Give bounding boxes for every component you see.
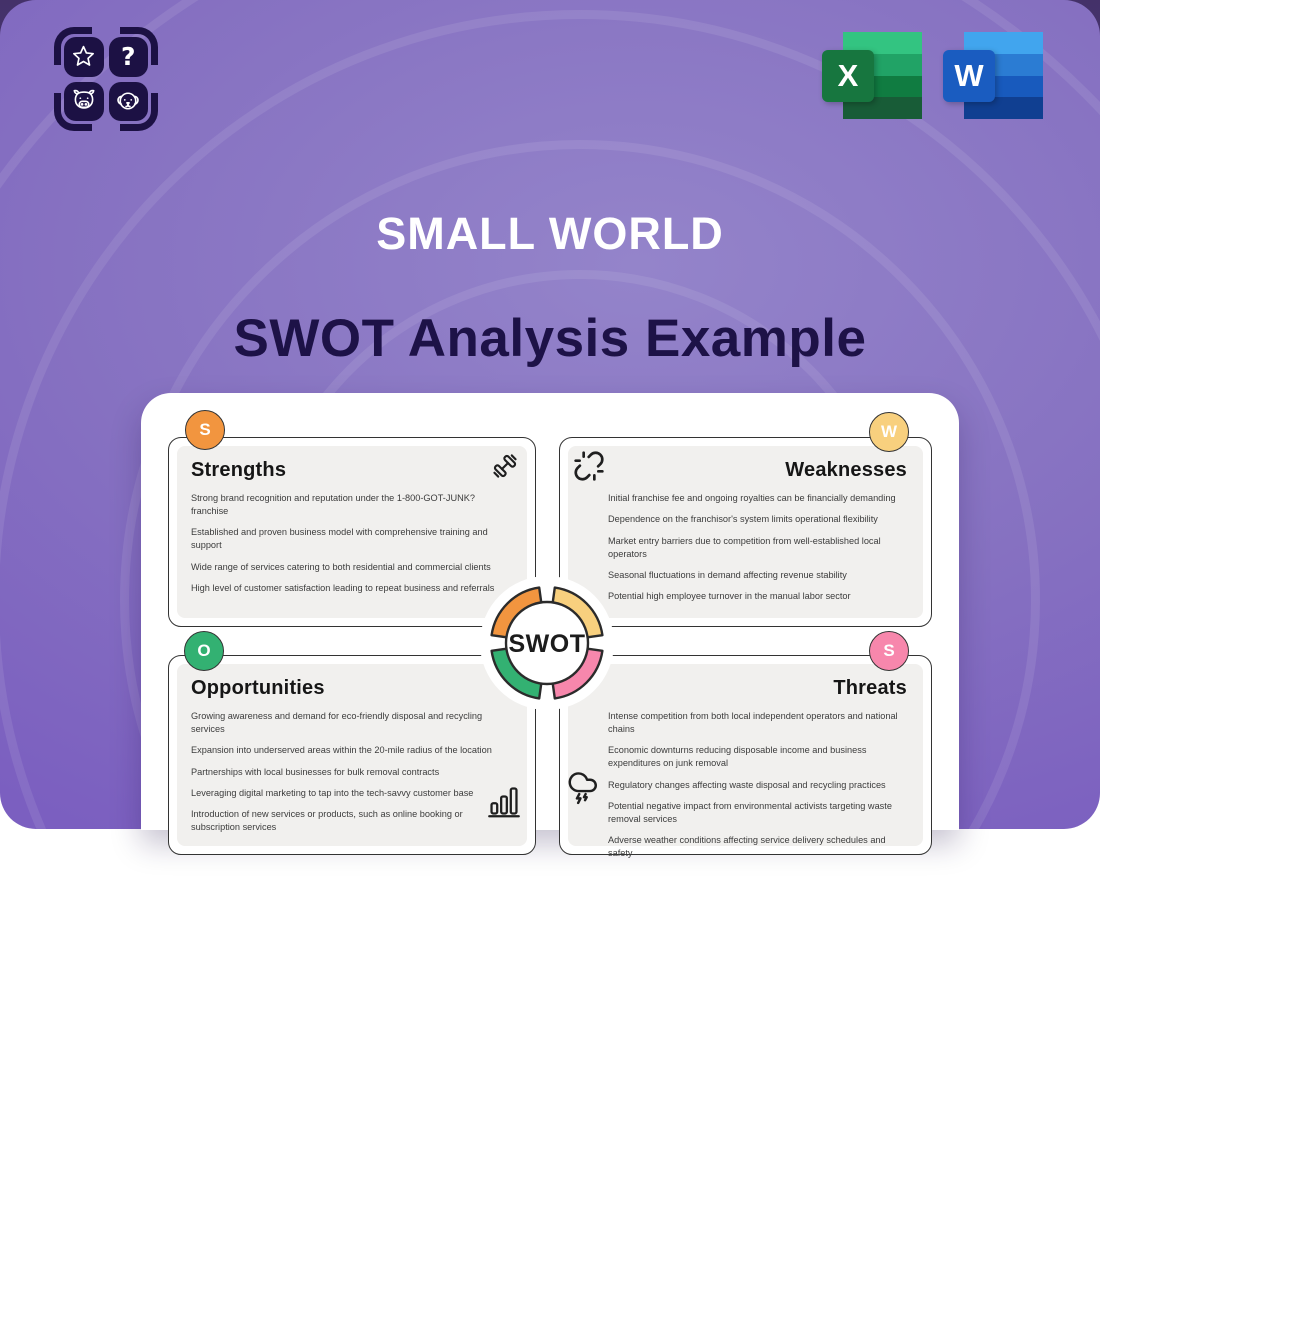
weaknesses-badge: W xyxy=(869,412,909,452)
excel-file-icon[interactable] xyxy=(822,32,922,120)
question-glyph: ? xyxy=(120,42,136,72)
list-item: Expansion into underserved areas within the 20-mile radius of the location xyxy=(191,745,492,756)
list-item: Dependence on the franchisor's system limits operational flexibility xyxy=(608,514,878,525)
list-item: Strong brand recognition and reputation under the 1-800-GOT-JUNK? franchise xyxy=(191,493,475,516)
strengths-title: Strengths xyxy=(191,459,287,481)
list-item: Wide range of services catering to both residential and commercial clients xyxy=(191,561,491,572)
list-item: Market entry barriers due to competition from well-established local operators xyxy=(608,535,881,559)
list-item: Partnerships with local businesses for bulk removal contracts xyxy=(191,766,440,777)
star-icon xyxy=(64,37,104,77)
list-item: Economic downturns reducing disposable income and business expenditures on junk removal xyxy=(608,745,867,769)
opportunities-badge: O xyxy=(184,631,224,671)
list-item: Adverse weather conditions affecting service delivery schedules and safety xyxy=(608,835,886,858)
threats-title: Threats xyxy=(833,677,907,699)
broken-link-icon xyxy=(573,450,605,482)
swot-donut xyxy=(477,573,617,713)
list-item: Established and proven business model with comprehensive training and support xyxy=(191,527,488,551)
storm-cloud-icon xyxy=(566,768,602,806)
weaknesses-content xyxy=(568,446,923,618)
list-item: Leveraging digital marketing to tap into the tech-savvy customer base xyxy=(191,788,474,798)
dumbbell-icon xyxy=(489,450,521,482)
strengths-content xyxy=(177,446,527,618)
word-file-icon[interactable] xyxy=(943,32,1043,120)
threats-content xyxy=(568,664,923,858)
opportunities-title: Opportunities xyxy=(191,677,325,699)
weaknesses-title: Weaknesses xyxy=(785,459,907,481)
dog-icon xyxy=(109,82,149,122)
cow-icon xyxy=(64,82,104,122)
excel-letter: X xyxy=(822,50,874,102)
list-item: Growing awareness and demand for eco-friendly disposal and recycling services xyxy=(191,711,483,734)
question-mark-icon xyxy=(109,37,149,77)
list-item: High level of customer satisfaction leading to repeat business and referrals xyxy=(191,582,495,593)
opportunities-content xyxy=(177,664,527,846)
list-item: Introduction of new services or products, such as online booking or subscription services xyxy=(191,809,463,833)
threats-badge: S xyxy=(869,631,909,671)
swot-center-label: SWOT xyxy=(508,630,586,658)
page-title: SWOT Analysis Example xyxy=(233,309,867,368)
word-letter: W xyxy=(943,50,995,102)
list-item: Intense competition from both local independent operators and national chains xyxy=(608,711,898,734)
brand-logo[interactable] xyxy=(55,28,157,130)
brand-title: SMALL WORLD xyxy=(376,208,724,259)
logo-grid xyxy=(64,37,148,121)
strengths-badge: S xyxy=(185,410,225,450)
list-item: Seasonal fluctuations in demand affecting revenue stability xyxy=(608,570,847,580)
swot-card xyxy=(141,393,959,858)
list-item: Potential negative impact from environmental activists targeting waste removal services xyxy=(608,800,892,824)
list-item: Potential high employee turnover in the manual labor sector xyxy=(608,591,851,602)
list-item: Regulatory changes affecting waste disposal and recycling practices xyxy=(608,779,886,790)
list-item: Initial franchise fee and ongoing royalties can be financially demanding xyxy=(608,493,896,503)
bar-chart-icon xyxy=(487,784,521,818)
